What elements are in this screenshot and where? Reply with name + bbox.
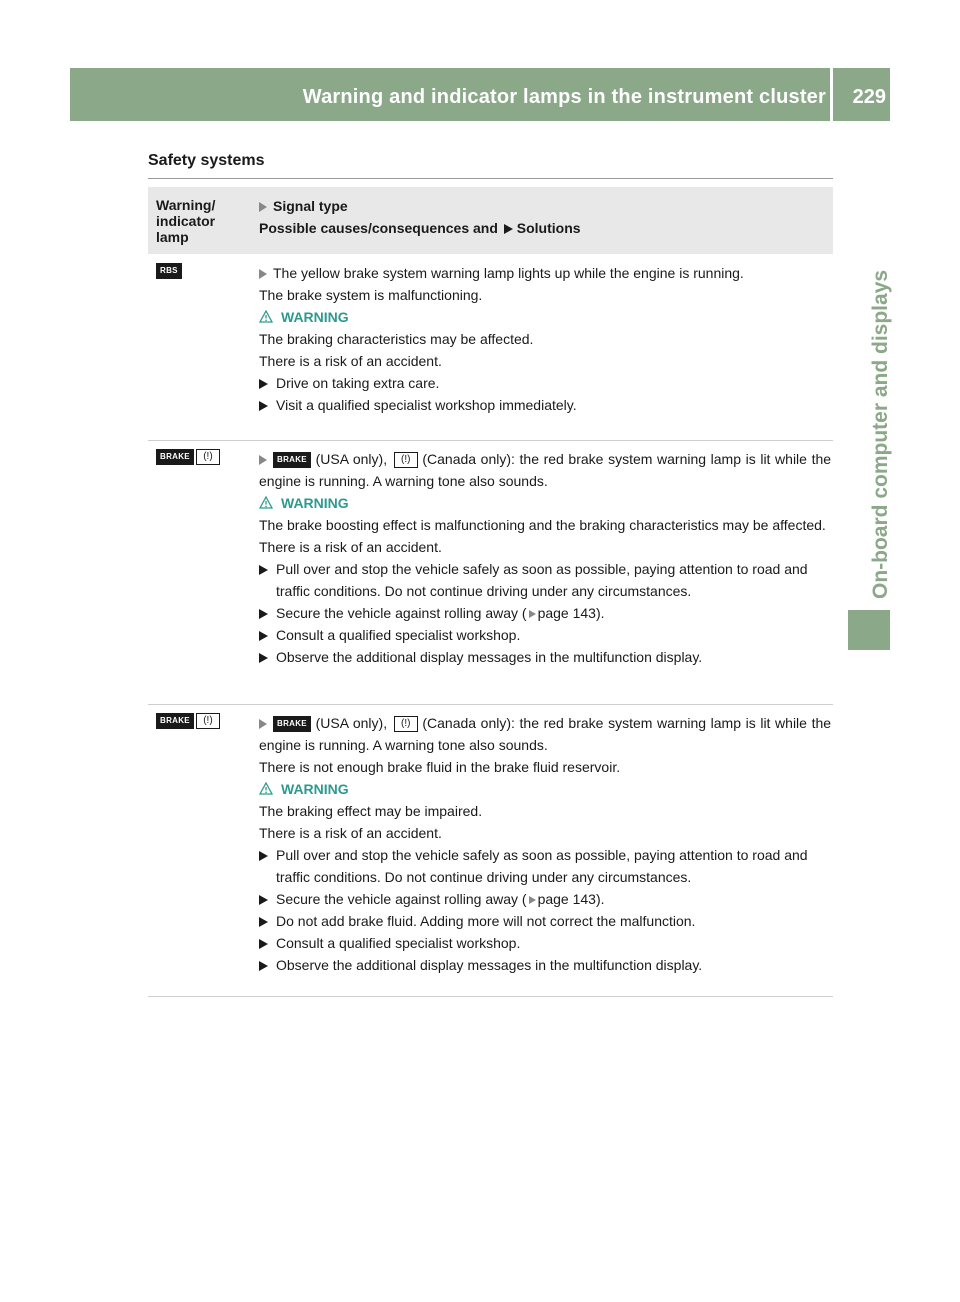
page-ref-icon — [529, 896, 536, 904]
warning-triangle-icon — [259, 496, 273, 509]
warning-heading — [259, 492, 831, 514]
warning-triangle-icon — [259, 782, 273, 795]
row-divider — [148, 996, 833, 997]
step-text: Consult a qualified specialist workshop. — [276, 935, 521, 951]
signal-text: (Canada only): the red brake system warning lamp is lit while the engine is running. A warning tone also sounds. — [259, 451, 832, 489]
row-content — [259, 448, 831, 668]
step-text: Pull over and stop the vehicle safely as soon as possible, paying attention to road and traffic conditions. Do not continue driving under any circumstances. — [276, 847, 808, 885]
warning-heading — [259, 778, 831, 800]
signal-type-icon — [259, 269, 267, 279]
signal-type-icon — [259, 719, 267, 729]
step-arrow-icon — [259, 609, 268, 619]
step-arrow-icon — [259, 653, 268, 663]
table-header — [148, 187, 833, 254]
step-text: Observe the additional display messages in the multifunction display. — [276, 957, 703, 973]
lamp-cell — [156, 448, 220, 466]
step-text: Observe the additional display messages in the multifunction display. — [276, 649, 703, 665]
page-number: 229 — [852, 86, 886, 108]
usa-only-text: (USA only), — [315, 715, 388, 731]
solutions-label: Solutions — [516, 220, 581, 236]
lamp-cell — [156, 712, 220, 730]
step-arrow-icon — [259, 895, 268, 905]
page-reference-link[interactable]: page 143). — [537, 605, 605, 621]
cause-text: The brake system is malfunctioning. — [259, 287, 483, 303]
brake-circle-lamp-icon: (!) — [196, 713, 220, 729]
page-header — [70, 68, 890, 121]
step-arrow-icon — [259, 851, 268, 861]
rbs-lamp-icon: RBS — [156, 263, 182, 279]
page-ref-icon — [529, 610, 536, 618]
page-reference-link[interactable]: page 143). — [537, 891, 605, 907]
row-content — [259, 262, 831, 416]
signal-text: (Canada only): the red brake system warning lamp is lit while the engine is running. A warning tone also sounds. — [259, 715, 832, 753]
side-tab — [848, 124, 892, 599]
warning-text: There is a risk of an accident. — [259, 539, 442, 555]
lamp-column-header: Warning/ indicator lamp — [156, 197, 216, 245]
warning-text: The braking effect may be impaired. — [259, 803, 483, 819]
brake-lamp-icon: BRAKE — [273, 452, 311, 468]
brake-lamp-icon: BRAKE — [156, 713, 194, 729]
step-arrow-icon — [259, 379, 268, 389]
warning-label: WARNING — [281, 495, 349, 511]
step-arrow-icon — [259, 961, 268, 971]
brake-circle-lamp-icon: (!) — [196, 449, 220, 465]
row-divider — [148, 440, 833, 441]
lamp-cell — [156, 262, 182, 280]
usa-only-text: (USA only), — [315, 451, 388, 467]
step-arrow-icon — [259, 401, 268, 411]
signal-type-label: Signal type — [273, 198, 348, 214]
warning-text: There is a risk of an accident. — [259, 353, 442, 369]
step-text: Drive on taking extra care. — [276, 375, 440, 391]
brake-circle-lamp-icon: (!) — [394, 452, 418, 468]
warning-heading — [259, 306, 831, 328]
top-rule — [148, 178, 833, 179]
signal-type-icon — [259, 455, 267, 465]
header-divider — [830, 68, 833, 121]
warning-text: The braking characteristics may be affected. — [259, 331, 534, 347]
step-text: Do not add brake fluid. Adding more will not correct the malfunction. — [276, 913, 696, 929]
step-arrow-icon — [259, 939, 268, 949]
cause-text: There is not enough brake fluid in the brake fluid reservoir. — [259, 759, 621, 775]
step-arrow-icon — [259, 565, 268, 575]
warning-label: WARNING — [281, 309, 349, 325]
side-tab-marker — [848, 610, 890, 650]
step-arrow-icon — [259, 917, 268, 927]
step-text: Pull over and stop the vehicle safely as soon as possible, paying attention to road and traffic conditions. Do not continue driving under any circumstances. — [276, 561, 808, 599]
solutions-arrow-icon — [504, 224, 513, 234]
signal-text: The yellow brake system warning lamp lights up while the engine is running. — [273, 265, 744, 281]
warning-text: The brake boosting effect is malfunctioning and the braking characteristics may be affected. — [259, 517, 826, 533]
warning-text: There is a risk of an accident. — [259, 825, 442, 841]
step-arrow-icon — [259, 631, 268, 641]
step-text: Visit a qualified specialist workshop immediately. — [276, 397, 577, 413]
brake-circle-lamp-icon: (!) — [394, 716, 418, 732]
warning-label: WARNING — [281, 781, 349, 797]
causes-label: Possible causes/consequences and — [259, 220, 498, 236]
step-text: Secure the vehicle against rolling away ( — [276, 605, 527, 621]
side-tab-label: On-board computer and displays — [869, 269, 892, 599]
brake-lamp-icon: BRAKE — [273, 716, 311, 732]
signal-type-icon — [259, 202, 267, 212]
step-text: Secure the vehicle against rolling away ( — [276, 891, 527, 907]
section-title: Safety systems — [148, 152, 265, 169]
row-divider — [148, 704, 833, 705]
warning-triangle-icon — [259, 310, 273, 323]
signal-column-header — [259, 197, 581, 241]
row-content — [259, 712, 831, 976]
step-text: Consult a qualified specialist workshop. — [276, 627, 521, 643]
header-title: Warning and indicator lamps in the instrument cluster — [302, 86, 826, 108]
brake-lamp-icon: BRAKE — [156, 449, 194, 465]
